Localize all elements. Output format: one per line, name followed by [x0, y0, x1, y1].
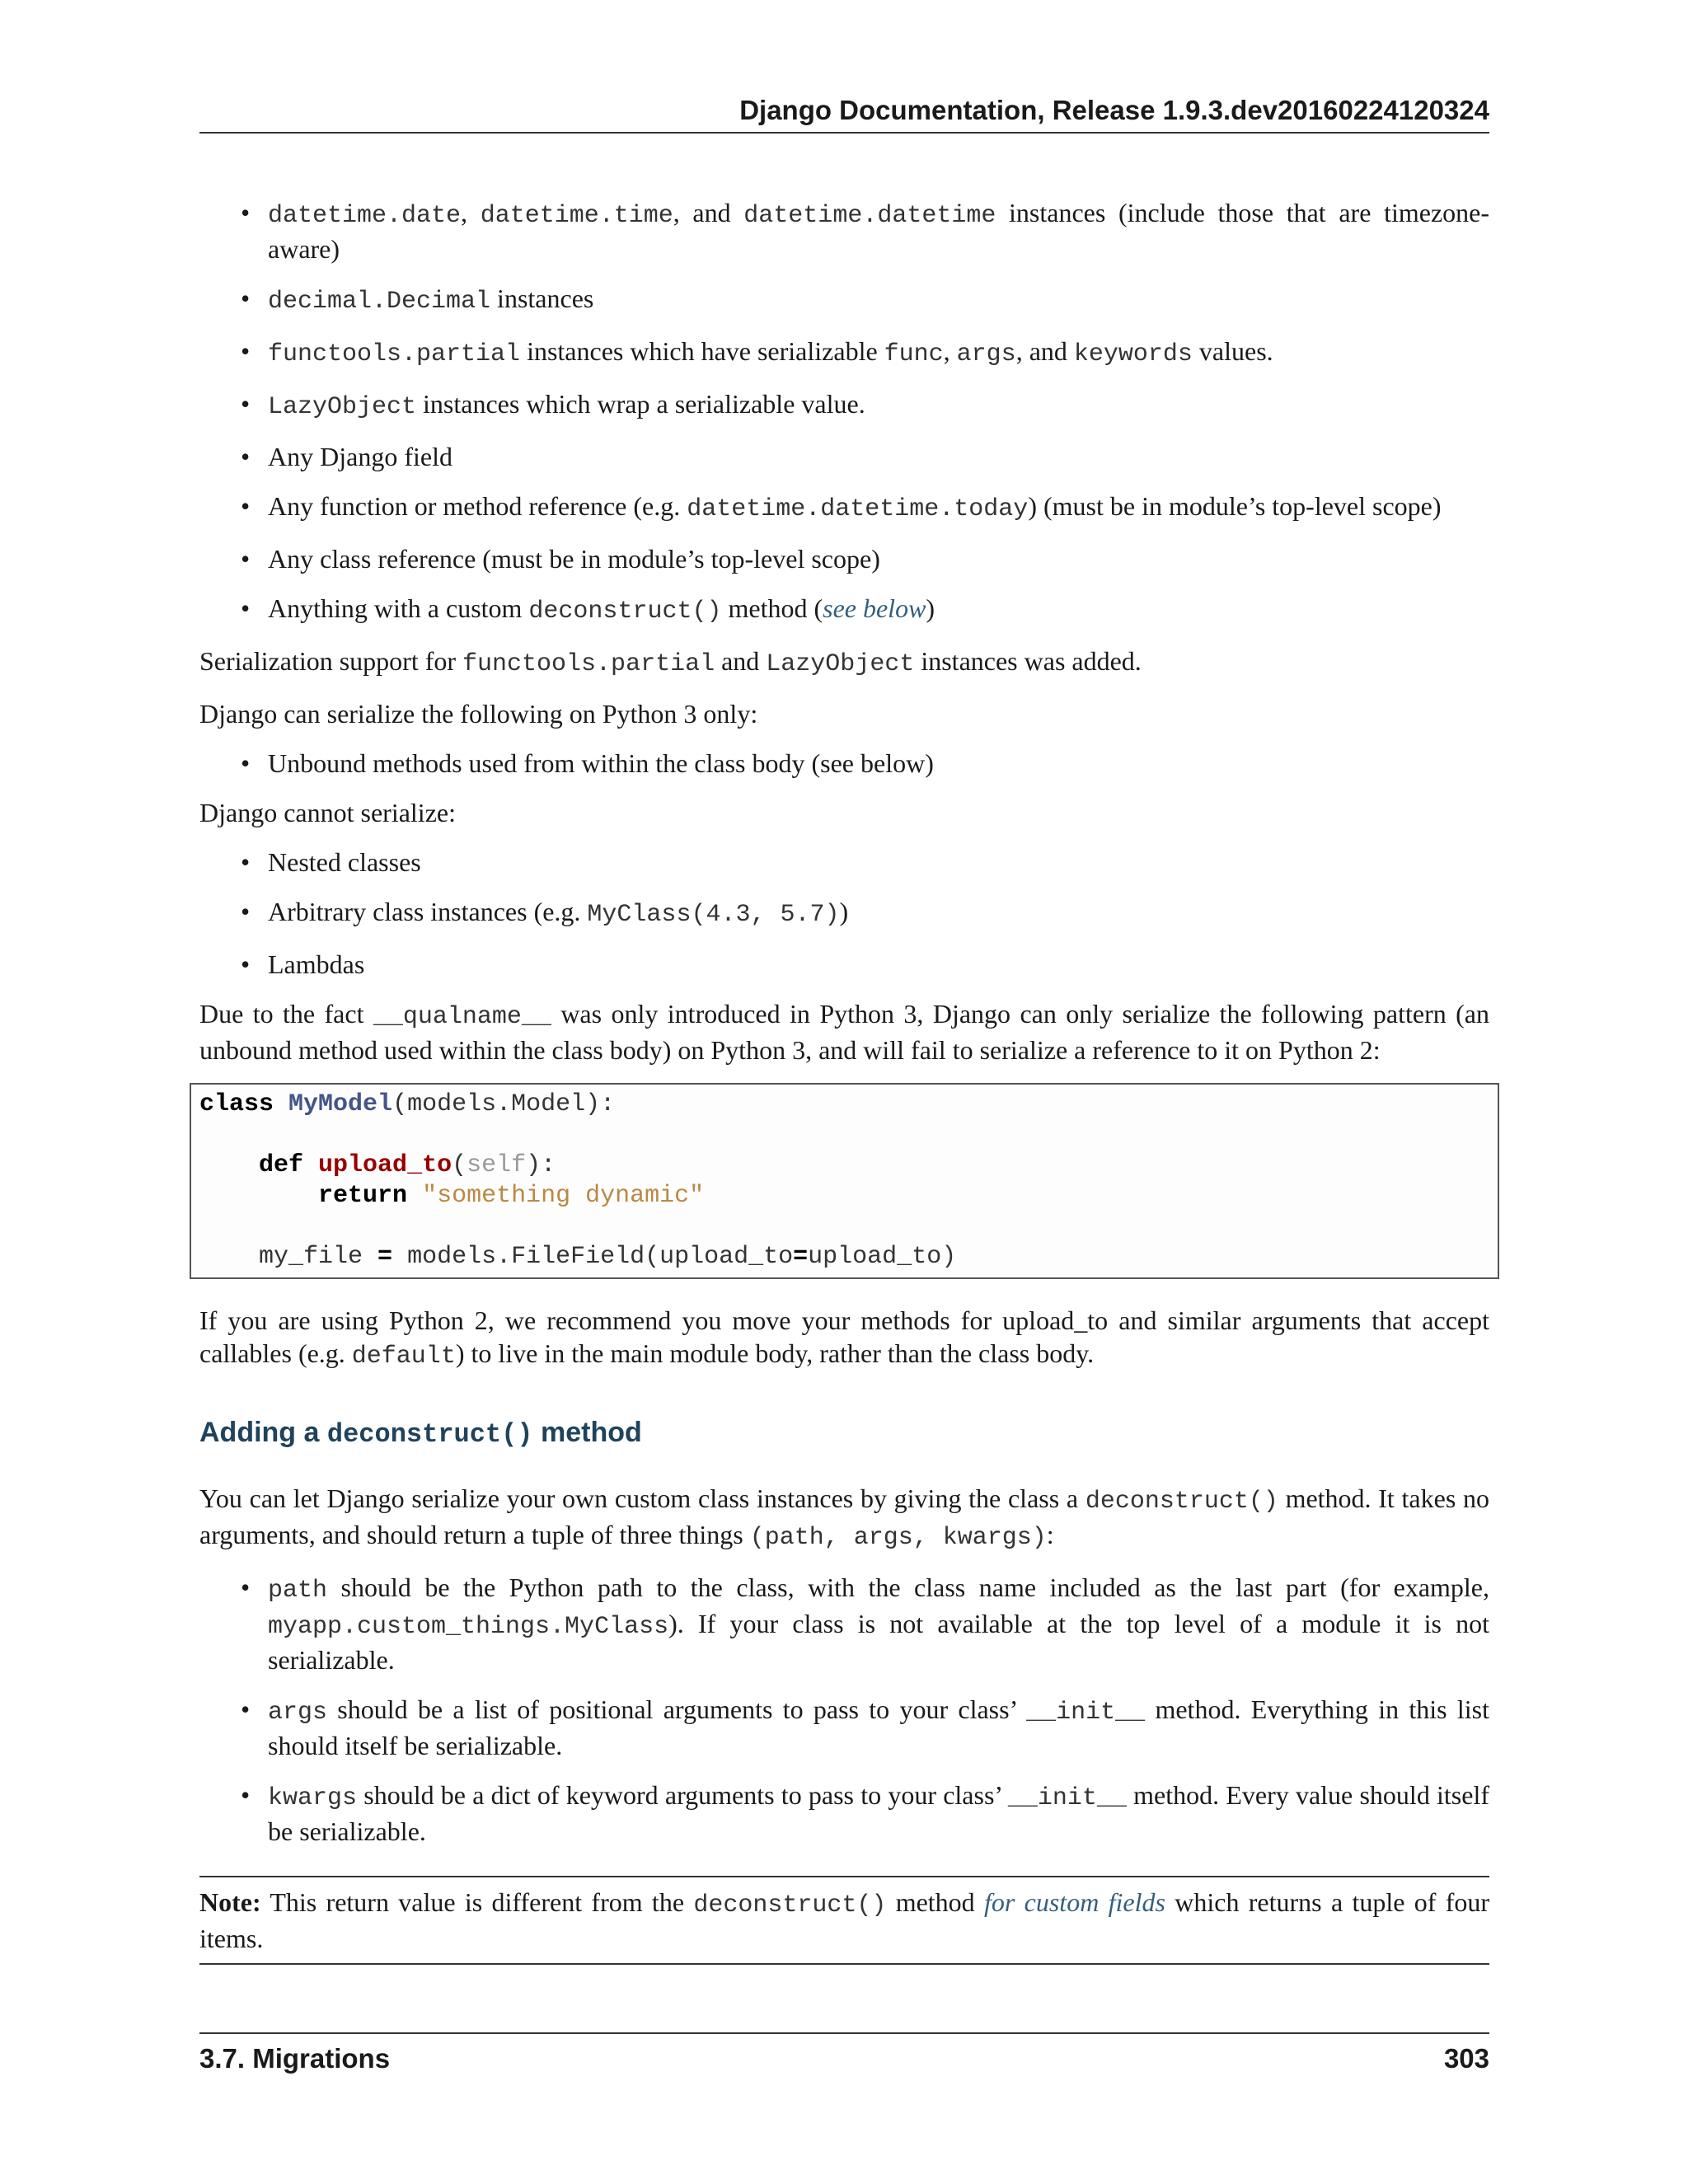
- text-segment: ) (must be in module’s top-level scope): [1028, 491, 1442, 521]
- code-text: upload_to): [808, 1243, 957, 1271]
- see-below-link[interactable]: see below: [823, 593, 926, 623]
- code-keyword: def: [259, 1151, 304, 1179]
- bullet-glyph: •: [241, 491, 251, 521]
- text-segment: which returns a tuple of four items.: [199, 1887, 1490, 1953]
- list-item: [199, 490, 1489, 526]
- inline-code: path: [268, 1577, 328, 1605]
- text-segment: Lambdas: [268, 949, 365, 979]
- text-segment: Any Django field: [268, 442, 452, 471]
- inline-code: datetime.datetime.today: [687, 495, 1029, 523]
- list-item: [199, 747, 1489, 780]
- text-segment: Serialization support for: [199, 646, 463, 676]
- inline-code: functools.partial: [268, 340, 521, 368]
- cannot-serialize-list: [199, 846, 1489, 981]
- bullet-glyph: •: [241, 284, 251, 313]
- text-segment: :: [1046, 1520, 1054, 1549]
- text-segment: instances which wrap a serializable value.: [416, 389, 865, 419]
- list-item: [199, 895, 1489, 931]
- paragraph-qualname: [199, 997, 1489, 1066]
- inline-code: args: [956, 340, 1016, 368]
- text-segment: Nested classes: [268, 847, 421, 877]
- text-segment: ). If your class is not available at the top level of a module it is not serializable.: [268, 1609, 1489, 1675]
- bullet-glyph: •: [241, 897, 251, 926]
- list-item: [199, 1693, 1489, 1762]
- heading-code: deconstruct(): [326, 1419, 533, 1450]
- paragraph-support-added: [199, 644, 1489, 681]
- code-text: (models.Model):: [392, 1090, 616, 1118]
- inline-code: deconstruct(): [1085, 1488, 1278, 1516]
- text-segment: instances (include those that are timezone-aware): [268, 198, 1490, 264]
- text-segment: , and: [1015, 336, 1074, 366]
- text-segment: should be a dict of keyword arguments to pass to your class’: [357, 1780, 1008, 1810]
- text-segment: ) to live in the main module body, rather than the class body.: [455, 1338, 1095, 1368]
- inline-code: deconstruct(): [528, 598, 722, 626]
- paragraph-cannot-serialize: Django cannot serialize:: [199, 798, 456, 827]
- code-operator: =: [377, 1243, 393, 1271]
- text-segment: Due to the fact: [199, 999, 373, 1029]
- text-segment: ,: [943, 336, 957, 366]
- inline-code: datetime.date: [268, 202, 462, 230]
- bullet-glyph: •: [241, 949, 251, 979]
- bullet-glyph: •: [241, 593, 251, 623]
- list-item: [199, 1571, 1489, 1676]
- text-segment: should be a list of positional arguments to pass to your class’: [327, 1694, 1027, 1724]
- code-function-name: upload_to: [318, 1151, 452, 1179]
- list-item: [199, 1779, 1489, 1848]
- inline-code: datetime.datetime: [743, 202, 996, 230]
- bullet-glyph: •: [241, 1780, 251, 1810]
- text-segment: method. It takes no arguments, and should return a tuple of three things: [199, 1483, 1490, 1549]
- inline-code: LazyObject: [766, 650, 915, 678]
- code-keyword: return: [318, 1182, 408, 1210]
- paragraph-python3-only: Django can serialize the following on Python 3 only:: [199, 699, 758, 729]
- inline-code: (path, args, kwargs): [749, 1524, 1047, 1552]
- bullet-glyph: •: [241, 1694, 251, 1724]
- paragraph-deconstruct-intro: [199, 1482, 1489, 1554]
- text-segment: ,: [461, 198, 481, 227]
- bullet-glyph: •: [241, 198, 251, 227]
- running-header: Django Documentation, Release 1.9.3.dev20160224120324: [199, 92, 1489, 134]
- code-text: (: [452, 1151, 467, 1179]
- text-segment: method. Everything in this list should itself be serializable.: [268, 1694, 1490, 1760]
- bullet-glyph: •: [241, 1572, 251, 1602]
- note-label: Note:: [199, 1887, 261, 1917]
- section-heading: [199, 1414, 1489, 1453]
- text-segment: instances: [490, 284, 594, 313]
- text-segment: ): [926, 593, 935, 623]
- code-operator: =: [793, 1243, 809, 1271]
- inline-code: __init__: [1007, 1784, 1127, 1812]
- page-number: 303: [1443, 2043, 1489, 2074]
- text-segment: Any function or method reference (e.g.: [268, 491, 687, 521]
- text-segment: was only introduced in Python 3, Django can only serialize the following pattern (an unbound method used within the class body) on Python 3, and will fail to serialize a reference to it on Python 2:: [199, 999, 1490, 1065]
- bullet-glyph: •: [241, 336, 251, 366]
- inline-code: deconstruct(): [693, 1891, 887, 1919]
- list-item: [199, 542, 1489, 575]
- inline-code: func: [884, 340, 944, 368]
- inline-code: args: [268, 1699, 328, 1727]
- code-class-name: MyModel: [288, 1090, 393, 1118]
- text-segment: method (: [721, 593, 823, 623]
- inline-code: myapp.custom_things.MyClass: [268, 1613, 669, 1641]
- text-segment: should be the Python path to the class, with the class name included as the last part (for example,: [327, 1572, 1489, 1602]
- paragraph-python2-recommendation: [199, 1304, 1489, 1373]
- inline-code: LazyObject: [268, 393, 417, 421]
- inline-code: datetime.time: [480, 202, 673, 230]
- inline-code: __init__: [1026, 1699, 1146, 1727]
- text-segment: method: [886, 1887, 984, 1917]
- heading-text: method: [532, 1417, 642, 1448]
- code-text: my_file: [259, 1243, 378, 1271]
- inline-code: kwargs: [268, 1784, 358, 1812]
- bullet-glyph: •: [241, 389, 251, 419]
- text-segment: This return value is different from the: [260, 1887, 694, 1917]
- bullet-glyph: •: [241, 544, 251, 574]
- serializable-types-list: [199, 196, 1489, 628]
- inline-code: decimal.Decimal: [268, 288, 491, 316]
- python3-only-list: [199, 747, 1489, 780]
- inline-code: MyClass(4.3, 5.7): [587, 901, 840, 929]
- inline-code: keywords: [1073, 340, 1193, 368]
- list-item: [199, 335, 1489, 371]
- list-item: [199, 846, 1489, 879]
- text-segment: values.: [1192, 336, 1273, 366]
- text-segment: and: [715, 646, 767, 676]
- text-segment: Anything with a custom: [268, 593, 529, 623]
- code-self: self: [467, 1151, 527, 1179]
- bullet-glyph: •: [241, 442, 251, 471]
- text-segment: Arbitrary class instances (e.g.: [268, 897, 588, 926]
- list-item: [199, 592, 1489, 628]
- list-item: [199, 282, 1489, 318]
- page-content: [199, 196, 1489, 1965]
- inline-code: functools.partial: [462, 650, 715, 678]
- inline-code: default: [351, 1343, 456, 1371]
- text-segment: ): [839, 897, 849, 926]
- text-segment: If you are using Python 2, we recommend you move your methods for upload_to and similar arguments that accept callables (e.g.: [199, 1305, 1489, 1368]
- text-segment: You can let Django serialize your own custom class instances by giving the class a: [199, 1483, 1085, 1513]
- code-text: models.FileField(upload_to: [392, 1243, 794, 1271]
- list-item: [199, 387, 1489, 424]
- text-segment: Any class reference (must be in module’s top-level scope): [268, 544, 880, 574]
- list-item: [199, 948, 1489, 981]
- custom-fields-link[interactable]: for custom fields: [984, 1887, 1165, 1917]
- list-item: [199, 196, 1489, 265]
- heading-text: Adding a: [199, 1417, 327, 1448]
- text-segment: method. Every value should itself be serializable.: [268, 1780, 1490, 1846]
- bullet-glyph: •: [241, 847, 251, 877]
- code-keyword: class: [199, 1090, 274, 1118]
- running-footer: [199, 2032, 1489, 2077]
- note-box: [199, 1876, 1489, 1965]
- footer-section-title: 3.7. Migrations: [199, 2043, 391, 2074]
- inline-code: __qualname__: [373, 1003, 551, 1031]
- text-segment: instances was added.: [914, 646, 1142, 676]
- code-string: "something dynamic": [422, 1182, 705, 1210]
- code-text: ):: [526, 1151, 556, 1179]
- code-block[interactable]: [190, 1083, 1499, 1279]
- text-segment: , and: [673, 198, 744, 227]
- text-segment: instances which have serializable: [520, 336, 884, 366]
- bullet-glyph: •: [241, 748, 251, 778]
- list-item: [199, 440, 1489, 473]
- text-segment: Unbound methods used from within the class body (see below): [268, 748, 934, 778]
- deconstruct-parts-list: [199, 1571, 1489, 1848]
